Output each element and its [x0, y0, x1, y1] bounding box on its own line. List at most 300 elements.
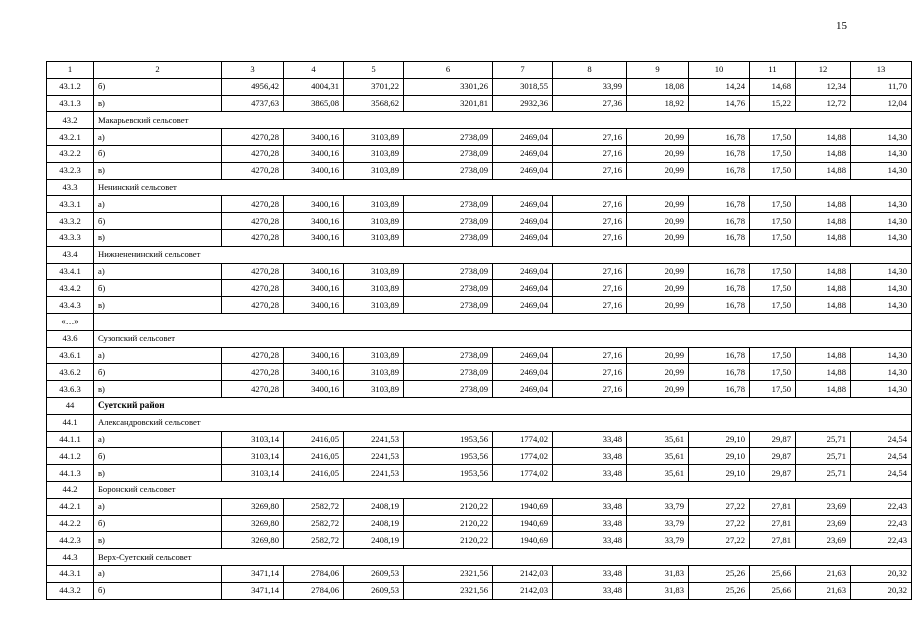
value-cell: 2738,09 — [404, 145, 493, 162]
value-cell: 16,78 — [689, 297, 750, 314]
value-cell: 27,16 — [553, 263, 627, 280]
table-row — [47, 565, 912, 582]
value-cell: 3103,89 — [344, 145, 404, 162]
value-cell: 1774,02 — [493, 448, 553, 465]
value-cell: 3103,89 — [344, 162, 404, 179]
value-cell: 33,99 — [553, 78, 627, 95]
section-number: 43.6 — [47, 330, 94, 347]
column-header-9: 9 — [627, 62, 689, 79]
row-label: а) — [94, 431, 222, 448]
value-cell: 3201,81 — [404, 95, 493, 112]
value-cell: 2738,09 — [404, 347, 493, 364]
table-row — [47, 129, 912, 146]
row-number: 43.4.2 — [47, 280, 94, 297]
table-row — [47, 229, 912, 246]
row-label: а) — [94, 196, 222, 213]
value-cell: 16,78 — [689, 381, 750, 398]
value-cell: 14,88 — [796, 213, 851, 230]
value-cell: 3103,89 — [344, 129, 404, 146]
value-cell: 3103,89 — [344, 297, 404, 314]
value-cell: 12,04 — [851, 95, 912, 112]
value-cell: 29,10 — [689, 431, 750, 448]
value-cell: 3269,80 — [222, 498, 284, 515]
value-cell: 2738,09 — [404, 381, 493, 398]
table-row — [47, 364, 912, 381]
value-cell: 2120,22 — [404, 515, 493, 532]
value-cell: 27,22 — [689, 515, 750, 532]
value-cell: 20,99 — [627, 129, 689, 146]
value-cell: 33,48 — [553, 498, 627, 515]
value-cell: 4270,28 — [222, 280, 284, 297]
value-cell: 1774,02 — [493, 465, 553, 482]
value-cell: 17,50 — [750, 129, 796, 146]
table-row — [47, 448, 912, 465]
value-cell: 3103,89 — [344, 381, 404, 398]
value-cell: 2582,72 — [284, 515, 344, 532]
value-cell: 3701,22 — [344, 78, 404, 95]
section-title: Макарьевский сельсовет — [94, 112, 912, 129]
value-cell: 2469,04 — [493, 229, 553, 246]
value-cell: 2738,09 — [404, 263, 493, 280]
value-cell: 21,63 — [796, 582, 851, 599]
value-cell: 2784,06 — [284, 582, 344, 599]
value-cell: 27,81 — [750, 515, 796, 532]
value-cell: 14,88 — [796, 196, 851, 213]
row-label: б) — [94, 280, 222, 297]
row-label: а) — [94, 565, 222, 582]
row-label: в) — [94, 297, 222, 314]
data-table — [46, 61, 912, 600]
value-cell: 2738,09 — [404, 196, 493, 213]
value-cell: 27,22 — [689, 532, 750, 549]
row-label: б) — [94, 582, 222, 599]
table-row — [47, 280, 912, 297]
value-cell: 2416,05 — [284, 448, 344, 465]
value-cell: 2416,05 — [284, 431, 344, 448]
column-header-12: 12 — [796, 62, 851, 79]
row-label: б) — [94, 364, 222, 381]
value-cell: 17,50 — [750, 162, 796, 179]
value-cell: 16,78 — [689, 162, 750, 179]
value-cell: 4737,63 — [222, 95, 284, 112]
row-label: в) — [94, 532, 222, 549]
column-header-4: 4 — [284, 62, 344, 79]
table-row — [47, 431, 912, 448]
value-cell: 2738,09 — [404, 280, 493, 297]
row-label: б) — [94, 145, 222, 162]
value-cell: 16,78 — [689, 196, 750, 213]
value-cell: 17,50 — [750, 381, 796, 398]
value-cell: 2241,53 — [344, 431, 404, 448]
value-cell: 29,10 — [689, 465, 750, 482]
value-cell: 3301,26 — [404, 78, 493, 95]
value-cell: 17,50 — [750, 145, 796, 162]
column-header-1: 1 — [47, 62, 94, 79]
value-cell: 3400,16 — [284, 145, 344, 162]
section-row — [47, 481, 912, 498]
value-cell: 27,16 — [553, 280, 627, 297]
value-cell: 2784,06 — [284, 565, 344, 582]
row-label: в) — [94, 465, 222, 482]
value-cell: 24,54 — [851, 465, 912, 482]
table-row — [47, 162, 912, 179]
value-cell: 4270,28 — [222, 297, 284, 314]
value-cell: 2142,03 — [493, 565, 553, 582]
value-cell: 2241,53 — [344, 448, 404, 465]
section-number: 44.1 — [47, 414, 94, 431]
value-cell: 2469,04 — [493, 129, 553, 146]
section-title: Боронский сельсовет — [94, 481, 912, 498]
value-cell: 1940,69 — [493, 515, 553, 532]
table-row — [47, 95, 912, 112]
value-cell: 25,26 — [689, 565, 750, 582]
table-row — [47, 78, 912, 95]
row-label: в) — [94, 162, 222, 179]
value-cell: 27,16 — [553, 162, 627, 179]
value-cell: 3269,80 — [222, 515, 284, 532]
value-cell: 4270,28 — [222, 213, 284, 230]
value-cell: 27,16 — [553, 129, 627, 146]
row-number: 43.4.1 — [47, 263, 94, 280]
value-cell: 16,78 — [689, 263, 750, 280]
column-header-10: 10 — [689, 62, 750, 79]
value-cell: 3400,16 — [284, 129, 344, 146]
table-body — [47, 62, 912, 600]
value-cell: 12,34 — [796, 78, 851, 95]
section-row — [47, 330, 912, 347]
value-cell: 3471,14 — [222, 582, 284, 599]
value-cell: 1940,69 — [493, 532, 553, 549]
section-row — [47, 246, 912, 263]
value-cell: 20,99 — [627, 196, 689, 213]
district-row — [47, 397, 912, 414]
value-cell: 3400,16 — [284, 280, 344, 297]
table-row — [47, 515, 912, 532]
row-label: б) — [94, 515, 222, 532]
value-cell: 2241,53 — [344, 465, 404, 482]
row-label: а) — [94, 498, 222, 515]
row-label: в) — [94, 95, 222, 112]
value-cell: 33,48 — [553, 431, 627, 448]
value-cell: 2469,04 — [493, 263, 553, 280]
value-cell: 3103,14 — [222, 448, 284, 465]
row-label: в) — [94, 229, 222, 246]
value-cell: 2321,56 — [404, 582, 493, 599]
value-cell: 20,99 — [627, 297, 689, 314]
value-cell: 17,50 — [750, 196, 796, 213]
value-cell: 17,50 — [750, 263, 796, 280]
value-cell: 33,48 — [553, 532, 627, 549]
value-cell: 2321,56 — [404, 565, 493, 582]
table-row — [47, 196, 912, 213]
value-cell: 27,16 — [553, 196, 627, 213]
value-cell: 16,78 — [689, 280, 750, 297]
value-cell: 18,08 — [627, 78, 689, 95]
value-cell: 3471,14 — [222, 565, 284, 582]
value-cell: 1953,56 — [404, 448, 493, 465]
column-header-3: 3 — [222, 62, 284, 79]
value-cell: 33,79 — [627, 532, 689, 549]
value-cell: 3400,16 — [284, 196, 344, 213]
district-title: Суетский район — [94, 397, 912, 414]
value-cell: 16,78 — [689, 364, 750, 381]
value-cell: 3103,89 — [344, 280, 404, 297]
value-cell: 22,43 — [851, 532, 912, 549]
value-cell: 31,83 — [627, 582, 689, 599]
value-cell: 14,76 — [689, 95, 750, 112]
value-cell: 17,50 — [750, 280, 796, 297]
row-number: 44.2.2 — [47, 515, 94, 532]
value-cell: 16,78 — [689, 347, 750, 364]
value-cell: 33,48 — [553, 582, 627, 599]
table-row — [47, 498, 912, 515]
value-cell: 22,43 — [851, 515, 912, 532]
value-cell: 14,30 — [851, 213, 912, 230]
value-cell: 3018,55 — [493, 78, 553, 95]
value-cell: 17,50 — [750, 229, 796, 246]
value-cell: 3400,16 — [284, 213, 344, 230]
section-row — [47, 414, 912, 431]
row-label: б) — [94, 78, 222, 95]
section-title: Верх-Суетский сельсовет — [94, 549, 912, 566]
value-cell: 24,54 — [851, 431, 912, 448]
value-cell: 2142,03 — [493, 582, 553, 599]
value-cell: 3103,14 — [222, 465, 284, 482]
row-label: в) — [94, 381, 222, 398]
value-cell: 14,88 — [796, 297, 851, 314]
value-cell: 14,24 — [689, 78, 750, 95]
row-number: 44.1.3 — [47, 465, 94, 482]
value-cell: 3865,08 — [284, 95, 344, 112]
value-cell: 1953,56 — [404, 431, 493, 448]
value-cell: 18,92 — [627, 95, 689, 112]
value-cell: 2469,04 — [493, 280, 553, 297]
table-row — [47, 381, 912, 398]
value-cell: 14,88 — [796, 129, 851, 146]
value-cell: 29,87 — [750, 465, 796, 482]
value-cell: 17,50 — [750, 347, 796, 364]
value-cell: 20,32 — [851, 582, 912, 599]
value-cell: 33,79 — [627, 515, 689, 532]
value-cell: 25,66 — [750, 582, 796, 599]
value-cell: 27,36 — [553, 95, 627, 112]
value-cell: 14,88 — [796, 280, 851, 297]
value-cell: 2469,04 — [493, 196, 553, 213]
value-cell: 4270,28 — [222, 381, 284, 398]
value-cell: 14,30 — [851, 162, 912, 179]
value-cell: 4270,28 — [222, 162, 284, 179]
value-cell: 2609,53 — [344, 565, 404, 582]
value-cell: 27,16 — [553, 364, 627, 381]
value-cell: 14,88 — [796, 263, 851, 280]
value-cell: 25,66 — [750, 565, 796, 582]
row-number: 44.3.1 — [47, 565, 94, 582]
value-cell: 14,30 — [851, 129, 912, 146]
table-row — [47, 582, 912, 599]
value-cell: 3103,89 — [344, 364, 404, 381]
value-cell: 4270,28 — [222, 263, 284, 280]
value-cell: 17,50 — [750, 297, 796, 314]
section-row — [47, 112, 912, 129]
row-number: 43.2.2 — [47, 145, 94, 162]
value-cell: 23,69 — [796, 532, 851, 549]
value-cell: 2469,04 — [493, 145, 553, 162]
value-cell: 3400,16 — [284, 364, 344, 381]
value-cell: 14,88 — [796, 347, 851, 364]
table-row — [47, 263, 912, 280]
value-cell: 3269,80 — [222, 532, 284, 549]
value-cell: 2469,04 — [493, 381, 553, 398]
value-cell: 3103,89 — [344, 347, 404, 364]
value-cell: 16,78 — [689, 145, 750, 162]
value-cell: 14,88 — [796, 229, 851, 246]
section-row — [47, 549, 912, 566]
column-header-5: 5 — [344, 62, 404, 79]
value-cell: 20,99 — [627, 381, 689, 398]
ellipsis-marker: «…» — [47, 313, 94, 330]
row-number: 43.3.2 — [47, 213, 94, 230]
value-cell: 3568,62 — [344, 95, 404, 112]
header-row — [47, 62, 912, 79]
column-header-7: 7 — [493, 62, 553, 79]
value-cell: 2738,09 — [404, 297, 493, 314]
column-header-2: 2 — [94, 62, 222, 79]
value-cell: 12,72 — [796, 95, 851, 112]
row-number: 44.3.2 — [47, 582, 94, 599]
ellipsis-row — [47, 313, 912, 330]
value-cell: 27,16 — [553, 381, 627, 398]
row-number: 43.3.3 — [47, 229, 94, 246]
value-cell: 23,69 — [796, 515, 851, 532]
value-cell: 2738,09 — [404, 213, 493, 230]
section-number: 44.2 — [47, 481, 94, 498]
value-cell: 29,87 — [750, 431, 796, 448]
table-row — [47, 532, 912, 549]
value-cell: 14,68 — [750, 78, 796, 95]
value-cell: 20,99 — [627, 364, 689, 381]
table-row — [47, 297, 912, 314]
value-cell: 20,99 — [627, 162, 689, 179]
value-cell: 15,22 — [750, 95, 796, 112]
row-number: 43.4.3 — [47, 297, 94, 314]
row-label: б) — [94, 448, 222, 465]
value-cell: 2469,04 — [493, 162, 553, 179]
value-cell: 27,16 — [553, 145, 627, 162]
section-number: 43.4 — [47, 246, 94, 263]
row-number: 43.6.3 — [47, 381, 94, 398]
value-cell: 25,71 — [796, 431, 851, 448]
section-number: 44 — [47, 397, 94, 414]
value-cell: 20,32 — [851, 565, 912, 582]
value-cell: 14,88 — [796, 381, 851, 398]
table-row — [47, 465, 912, 482]
value-cell: 14,30 — [851, 347, 912, 364]
value-cell: 14,30 — [851, 364, 912, 381]
value-cell: 35,61 — [627, 431, 689, 448]
value-cell: 2738,09 — [404, 364, 493, 381]
value-cell: 27,81 — [750, 498, 796, 515]
value-cell: 25,26 — [689, 582, 750, 599]
value-cell: 2408,19 — [344, 515, 404, 532]
section-title: Ненинский сельсовет — [94, 179, 912, 196]
value-cell: 25,71 — [796, 448, 851, 465]
value-cell: 2408,19 — [344, 532, 404, 549]
value-cell: 3400,16 — [284, 162, 344, 179]
value-cell: 2582,72 — [284, 498, 344, 515]
ellipsis-spacer — [94, 313, 912, 330]
value-cell: 29,10 — [689, 448, 750, 465]
value-cell: 3103,89 — [344, 196, 404, 213]
column-header-11: 11 — [750, 62, 796, 79]
row-number: 44.1.1 — [47, 431, 94, 448]
value-cell: 33,48 — [553, 565, 627, 582]
row-number: 44.1.2 — [47, 448, 94, 465]
value-cell: 4004,31 — [284, 78, 344, 95]
page-number: 15 — [836, 20, 847, 32]
row-number: 43.1.3 — [47, 95, 94, 112]
section-row — [47, 179, 912, 196]
value-cell: 25,71 — [796, 465, 851, 482]
value-cell: 3103,89 — [344, 263, 404, 280]
value-cell: 20,99 — [627, 145, 689, 162]
value-cell: 17,50 — [750, 364, 796, 381]
row-number: 43.6.1 — [47, 347, 94, 364]
row-number: 44.2.3 — [47, 532, 94, 549]
table-row — [47, 145, 912, 162]
value-cell: 16,78 — [689, 129, 750, 146]
value-cell: 1953,56 — [404, 465, 493, 482]
value-cell: 14,88 — [796, 364, 851, 381]
value-cell: 2469,04 — [493, 297, 553, 314]
value-cell: 27,16 — [553, 297, 627, 314]
value-cell: 4270,28 — [222, 129, 284, 146]
value-cell: 3103,14 — [222, 431, 284, 448]
row-label: а) — [94, 263, 222, 280]
value-cell: 33,48 — [553, 465, 627, 482]
value-cell: 2738,09 — [404, 129, 493, 146]
value-cell: 2582,72 — [284, 532, 344, 549]
value-cell: 20,99 — [627, 213, 689, 230]
value-cell: 29,87 — [750, 448, 796, 465]
value-cell: 1940,69 — [493, 498, 553, 515]
value-cell: 14,30 — [851, 297, 912, 314]
value-cell: 4270,28 — [222, 229, 284, 246]
row-number: 43.2.1 — [47, 129, 94, 146]
column-header-6: 6 — [404, 62, 493, 79]
value-cell: 3400,16 — [284, 347, 344, 364]
row-number: 43.6.2 — [47, 364, 94, 381]
value-cell: 14,30 — [851, 280, 912, 297]
value-cell: 4270,28 — [222, 196, 284, 213]
value-cell: 14,88 — [796, 162, 851, 179]
value-cell: 27,22 — [689, 498, 750, 515]
row-number: 43.1.2 — [47, 78, 94, 95]
value-cell: 2416,05 — [284, 465, 344, 482]
value-cell: 2469,04 — [493, 213, 553, 230]
value-cell: 35,61 — [627, 448, 689, 465]
value-cell: 3400,16 — [284, 263, 344, 280]
value-cell: 2408,19 — [344, 498, 404, 515]
table-row — [47, 213, 912, 230]
value-cell: 21,63 — [796, 565, 851, 582]
value-cell: 35,61 — [627, 465, 689, 482]
value-cell: 3400,16 — [284, 229, 344, 246]
value-cell: 3103,89 — [344, 229, 404, 246]
value-cell: 33,48 — [553, 515, 627, 532]
value-cell: 27,81 — [750, 532, 796, 549]
column-header-13: 13 — [851, 62, 912, 79]
value-cell: 2932,36 — [493, 95, 553, 112]
